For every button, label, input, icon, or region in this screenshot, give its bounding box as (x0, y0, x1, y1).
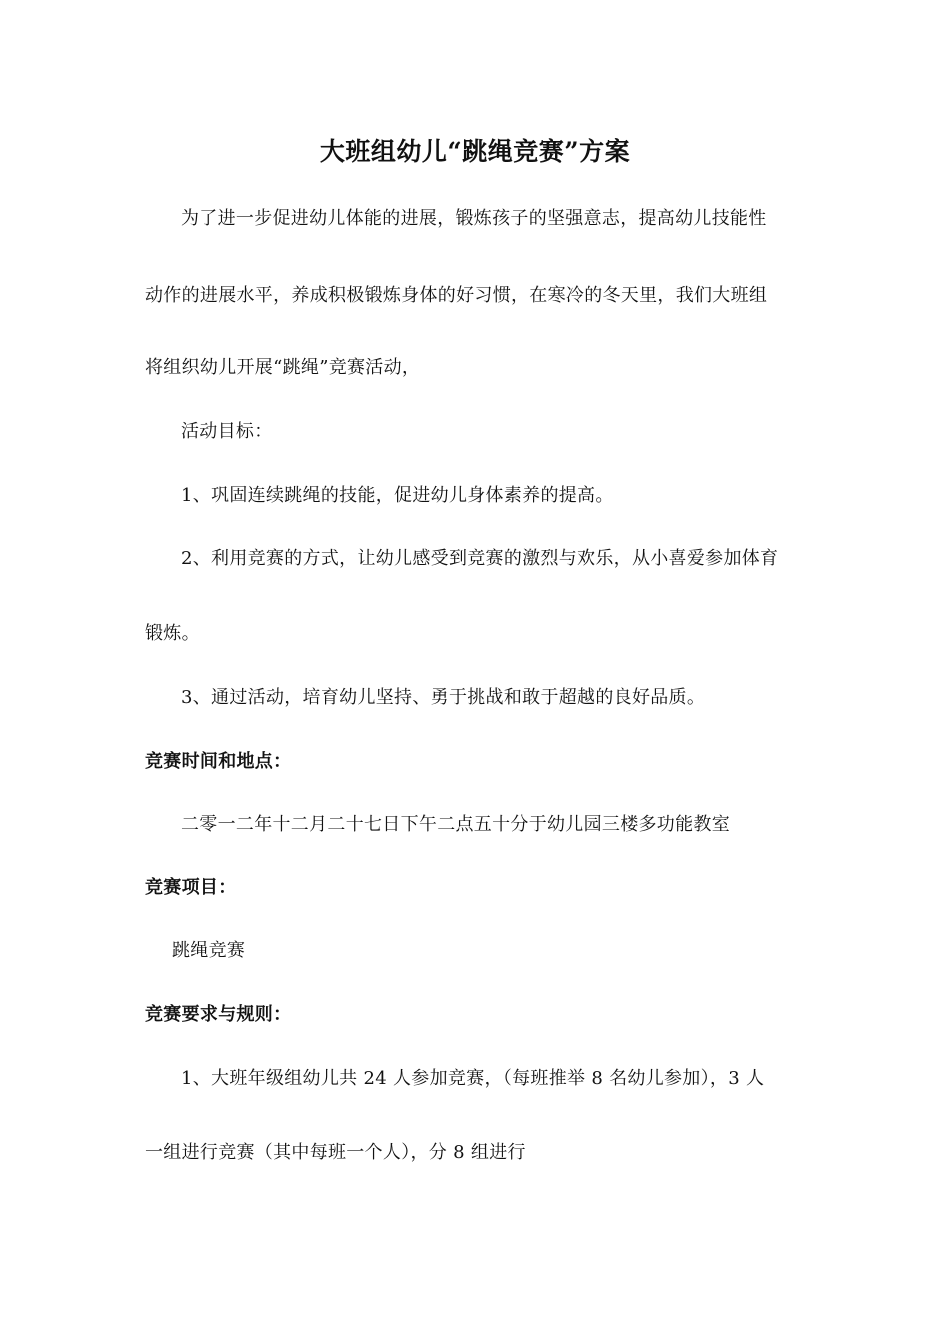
time-place-text: 二零一二年十二月二十七日下午二点五十分于幼儿园三楼多功能教室 (181, 814, 730, 835)
rule-1-line-1: 1、大班年级组幼儿共 24 人参加竞赛，（每班推举 8 名幼儿参加），3 人 (181, 1068, 765, 1089)
project-text: 跳绳竞赛 (172, 940, 246, 961)
intro-line-3: 将组织幼儿开展“跳绳”竞赛活动， (145, 357, 421, 378)
intro-line-1: 为了进一步促进幼儿体能的进展，锻炼孩子的坚强意志，提高幼儿技能性 (181, 208, 767, 229)
goals-label: 活动目标： (181, 421, 273, 442)
time-place-heading: 竞赛时间和地点： (145, 751, 292, 772)
rules-heading: 竞赛要求与规则： (145, 1004, 292, 1025)
goal-3: 3、通过活动，培育幼儿坚持、勇于挑战和敢于超越的良好品质。 (181, 687, 706, 708)
document-title: 大班组幼儿“跳绳竞赛”方案 (319, 137, 631, 166)
goal-2-line-1: 2、利用竞赛的方式，让幼儿感受到竞赛的激烈与欢乐，从小喜爱参加体育 (181, 548, 779, 569)
intro-line-2: 动作的进展水平，养成积极锻炼身体的好习惯，在寒冷的冬天里，我们大班组 (145, 285, 768, 306)
goal-1: 1、巩固连续跳绳的技能，促进幼儿身体素养的提高。 (181, 485, 614, 506)
rule-1-line-2: 一组进行竞赛（其中每班一个人），分 8 组进行 (145, 1142, 526, 1163)
goal-2-line-2: 锻炼。 (145, 623, 200, 644)
project-heading: 竞赛项目： (145, 877, 237, 898)
